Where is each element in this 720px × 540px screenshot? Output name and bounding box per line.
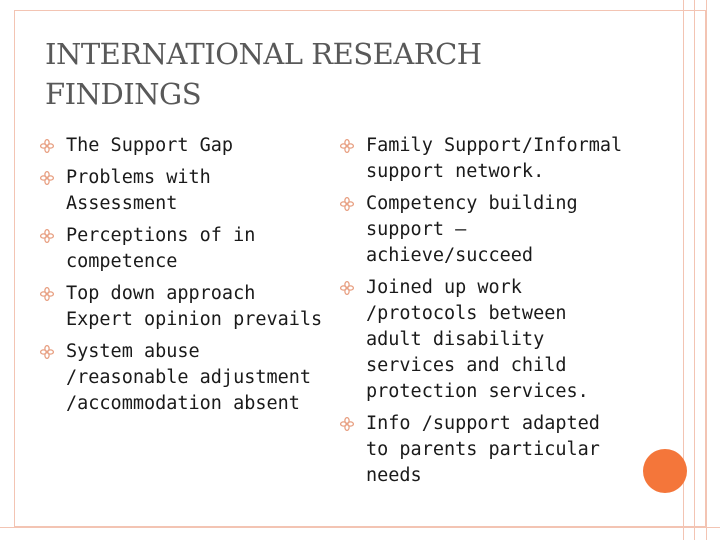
frame-rule [0,527,720,528]
list-item-text: Competency building support – achieve/succeed [366,193,578,266]
four-petal-flower-icon [340,197,354,211]
four-petal-flower-icon [340,281,354,295]
accent-circle [643,449,687,493]
list-item-text: The Support Gap [66,135,234,156]
left-bullet-list [40,133,330,423]
list-item [340,133,630,185]
four-petal-flower-icon [340,417,354,431]
list-item [40,281,330,333]
list-item [40,339,330,417]
frame-rule [694,0,695,540]
list-item-text: Family Support/Informal support network. [366,135,623,182]
list-item-text: Perceptions of in competence [66,225,256,272]
list-item [340,411,630,489]
four-petal-flower-icon [340,139,354,153]
four-petal-flower-icon [40,345,54,359]
four-petal-flower-icon [40,171,54,185]
list-item-text: Top down approach Expert opinion prevails [66,283,323,330]
frame-rule [706,0,707,540]
list-item-text: Info /support adapted to parents particular needs [366,413,600,486]
four-petal-flower-icon [40,229,54,243]
list-item-text: Joined up work /protocols between adult disability services and child protection services. [366,277,589,402]
list-item [40,133,330,159]
list-item [40,165,330,217]
list-item-text: System abuse /reasonable adjustment /accommodation absent [66,341,312,414]
list-item-text: Problems with Assessment [66,167,211,214]
list-item [40,223,330,275]
list-item [340,191,630,269]
right-bullet-list [340,133,630,495]
slide-title: INTERNATIONAL RESEARCH FINDINGS [45,37,482,111]
list-item [340,275,630,405]
four-petal-flower-icon [40,139,54,153]
four-petal-flower-icon [40,287,54,301]
